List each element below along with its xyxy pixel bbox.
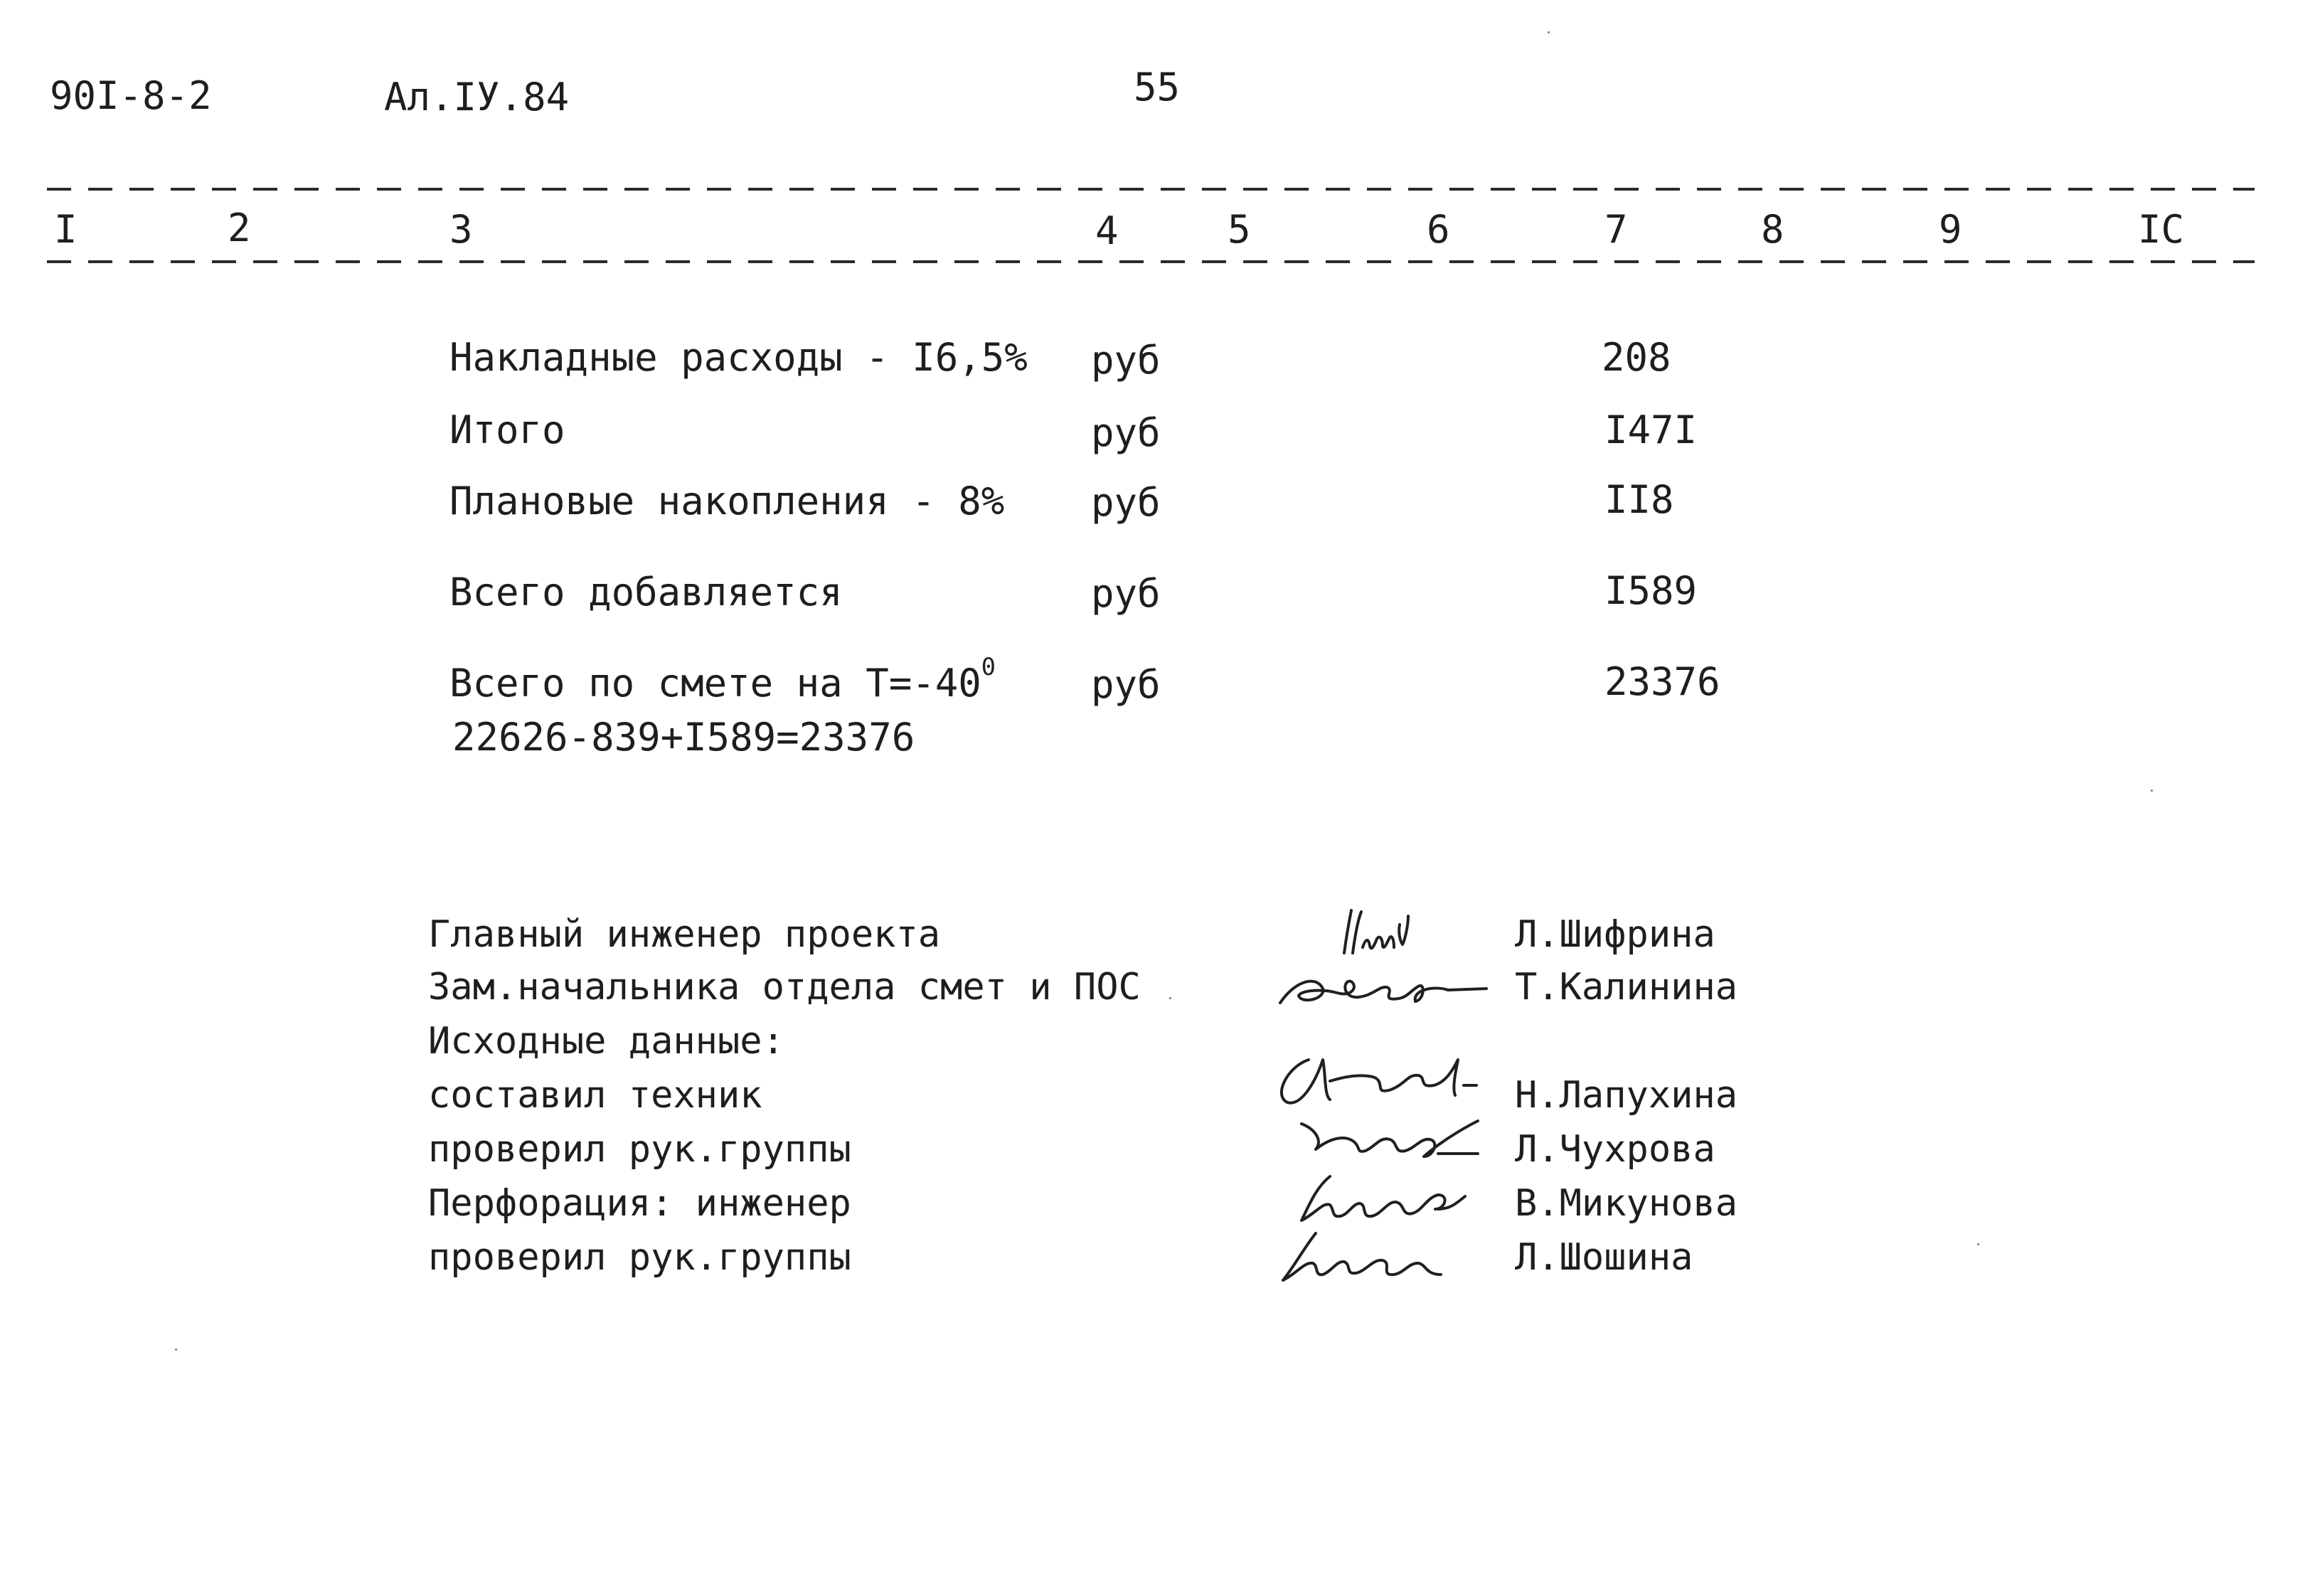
column-number: 2 (228, 206, 251, 250)
signatory-name: Л.Шошина (1515, 1236, 1693, 1279)
role-label: Исходные данные: (428, 1020, 784, 1063)
scan-speck (1977, 1243, 1979, 1245)
scan-speck (175, 1348, 177, 1351)
page-number: 55 (1134, 65, 1181, 110)
row-value: I47I (1604, 408, 1698, 452)
row-value: 208 (1602, 335, 1671, 380)
scan-speck (2151, 789, 2153, 792)
column-number: IC (2138, 207, 2185, 252)
row-unit: руб (1091, 410, 1161, 455)
column-number: 7 (1604, 207, 1628, 252)
document-code: 90I-8-2 (50, 73, 212, 118)
row-unit: руб (1091, 571, 1161, 616)
column-number: 3 (449, 207, 473, 252)
row-unit: руб (1091, 338, 1161, 383)
row-description-text: Всего по смете на Т=-40 (449, 661, 981, 706)
column-number: 6 (1427, 207, 1450, 252)
role-label: составил техник (428, 1074, 762, 1117)
scan-speck (1169, 997, 1171, 999)
role-label: Перфорация: инженер (428, 1182, 851, 1225)
scan-speck (1548, 31, 1550, 33)
column-number: 8 (1761, 207, 1784, 252)
handwritten-signature (1337, 903, 1444, 960)
role-label: Зам.начальника отдела смет и ПОС (428, 966, 1141, 1009)
row-formula: 22626-839+I589=23376 (452, 715, 915, 760)
signatory-name: В.Микунова (1515, 1182, 1738, 1225)
row-description: Всего добавляется (449, 570, 843, 615)
signatory-name: Л.Чухрова (1515, 1128, 1715, 1171)
row-value: II8 (1604, 477, 1674, 522)
handwritten-signature (1287, 1110, 1494, 1166)
row-unit: руб (1091, 480, 1161, 525)
column-number: 9 (1939, 207, 1962, 252)
row-description (449, 652, 996, 706)
column-number: 5 (1228, 207, 1251, 252)
bottom-dashed-rule (47, 260, 2255, 263)
row-value: 23376 (1604, 659, 1720, 704)
handwritten-signature (1273, 960, 1501, 1017)
handwritten-signature (1273, 1223, 1458, 1287)
top-dashed-rule (47, 188, 2255, 191)
row-value: I589 (1604, 568, 1698, 613)
role-label: проверил рук.группы (428, 1128, 851, 1171)
row-description: Плановые накопления - 8% (449, 479, 1005, 523)
handwritten-signature (1280, 1166, 1494, 1230)
row-description: Итого (449, 408, 565, 452)
degree-superscript: 0 (981, 652, 996, 681)
sheet-reference: Ал.IУ.84 (384, 75, 570, 119)
column-number: I (54, 207, 78, 252)
signatory-name: Т.Калинина (1515, 966, 1738, 1009)
role-label: Главный инженер проекта (428, 913, 941, 956)
row-unit: руб (1091, 662, 1161, 707)
column-number: 4 (1095, 208, 1119, 253)
row-description: Накладные расходы - I6,5% (449, 335, 1028, 380)
signatory-name: Л.Шифрина (1515, 913, 1715, 956)
role-label: проверил рук.группы (428, 1236, 851, 1279)
signatory-name: Н.Лапухина (1515, 1074, 1738, 1117)
